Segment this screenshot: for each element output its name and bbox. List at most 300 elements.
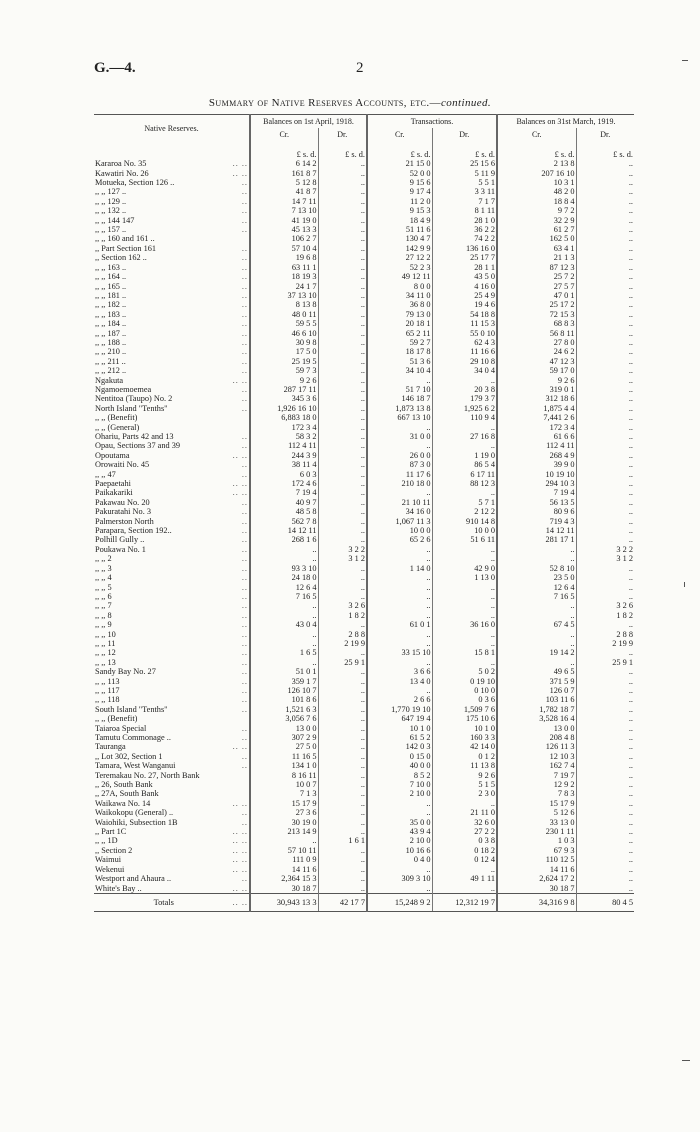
reserve-label: ,, ,, 129 .. (95, 196, 127, 206)
units-label: £ s. d. (367, 142, 432, 159)
table-row (94, 526, 634, 535)
reserve-label: White's Bay .. (95, 883, 142, 893)
open-cr-cell: 244 3 9 (250, 451, 318, 460)
trans-dr-cell: 29 10 8 (432, 357, 497, 366)
close-dr-cell: .. (576, 310, 634, 319)
col-native-reserves: Native Reserves. (94, 115, 250, 142)
reserve-label: Opau, Sections 37 and 39 (95, 441, 181, 451)
leader-dots: .. (241, 695, 248, 705)
table-row (94, 573, 634, 582)
reserve-label: ,, Lot 302, Section 1 (95, 751, 163, 761)
open-cr-cell: 172 4 6 (250, 479, 318, 488)
trans-dr-cell: 15 8 1 (432, 648, 497, 657)
open-dr-cell: 25 9 1 (318, 658, 367, 667)
open-cr-cell: 51 0 1 (250, 667, 318, 676)
trans-cr-cell: 31 0 0 (367, 432, 432, 441)
close-cr-cell: 59 17 0 (497, 366, 576, 375)
open-cr-cell: 1,926 16 10 (250, 404, 318, 413)
reserve-label: Tamutu Commonage .. (95, 733, 171, 742)
close-cr-cell: 126 0 7 (497, 686, 576, 695)
close-cr-cell: 162 5 0 (497, 234, 576, 243)
open-dr-cell: .. (318, 385, 367, 394)
open-dr-cell: .. (318, 884, 367, 894)
close-cr-cell: 12 9 2 (497, 780, 576, 789)
leader-dots: .. (241, 469, 248, 479)
leader-dots: .. .. (232, 836, 248, 846)
close-dr-cell: .. (576, 394, 634, 403)
trans-cr-cell: 11 17 6 (367, 470, 432, 479)
trans-dr-cell: .. (432, 865, 497, 874)
reserve-label: ,, ,, 181 .. (95, 290, 127, 300)
leader-dots: .. .. (232, 883, 248, 893)
reserve-label: ,, ,, 13 (95, 657, 116, 667)
trans-cr-cell: 34 11 0 (367, 291, 432, 300)
leader-dots: .. (241, 751, 248, 761)
trans-dr-cell: .. (432, 799, 497, 808)
reserve-label: Waiohiki, Subsection 1B (95, 817, 178, 827)
trans-dr-cell: 0 3 6 (432, 695, 497, 704)
close-dr-cell: .. (576, 441, 634, 450)
open-cr-cell: 6 0 3 (250, 470, 318, 479)
close-dr-cell: 2 19 9 (576, 639, 634, 648)
reserve-label: Sandy Bay No. 27 (95, 667, 156, 677)
open-cr-cell: 59 7 3 (250, 366, 318, 375)
open-dr-cell: 2 8 8 (318, 630, 367, 639)
close-dr-cell: 1 8 2 (576, 611, 634, 620)
close-cr-cell: 72 15 3 (497, 310, 576, 319)
trans-cr-cell: 8 0 0 (367, 282, 432, 291)
open-dr-cell: .. (318, 376, 367, 385)
trans-dr-cell: .. (432, 441, 497, 450)
close-cr-cell: 80 9 6 (497, 507, 576, 516)
trans-dr-cell: 86 5 4 (432, 460, 497, 469)
reserve-label: Waikawa No. 14 (95, 798, 151, 808)
trans-cr-cell: 40 0 0 (367, 761, 432, 770)
trans-dr-cell: 0 12 4 (432, 855, 497, 864)
table-row (94, 705, 634, 714)
close-cr-cell: 14 11 6 (497, 865, 576, 874)
close-cr-cell: 25 7 2 (497, 272, 576, 281)
reserve-label: ,, Section 2 (95, 845, 133, 855)
reserve-name (94, 338, 250, 347)
open-cr-cell: 111 0 9 (250, 855, 318, 864)
reserve-name (94, 592, 250, 601)
close-dr-cell: .. (576, 884, 634, 894)
trans-dr-cell: 160 3 3 (432, 733, 497, 742)
reserve-label: Waimui (95, 855, 122, 865)
close-dr-cell: .. (576, 376, 634, 385)
col-cr: Cr. (497, 128, 576, 141)
open-cr-cell: 57 10 11 (250, 846, 318, 855)
table-row (94, 733, 634, 742)
reserve-name (94, 404, 250, 413)
reserve-name (94, 178, 250, 187)
table-row (94, 507, 634, 516)
reserve-name (94, 451, 250, 460)
open-cr-cell: 359 1 7 (250, 677, 318, 686)
table-row (94, 780, 634, 789)
table-row (94, 658, 634, 667)
leader-dots: .. (241, 874, 248, 884)
close-cr-cell: 162 7 4 (497, 761, 576, 770)
reserve-name (94, 197, 250, 206)
table-row (94, 498, 634, 507)
trans-cr-cell: 10 1 0 (367, 724, 432, 733)
leader-dots: .. (241, 243, 248, 253)
leader-dots: .. (241, 761, 248, 771)
table-row (94, 159, 634, 168)
close-dr-cell: .. (576, 827, 634, 836)
open-dr-cell: 3 2 2 (318, 545, 367, 554)
reserve-label: Paikakariki (95, 488, 133, 498)
close-dr-cell: .. (576, 404, 634, 413)
reserve-name (94, 724, 250, 733)
leader-dots: .. .. (232, 845, 248, 855)
close-dr-cell: .. (576, 272, 634, 281)
open-cr-cell: 14 7 11 (250, 197, 318, 206)
trans-cr-cell: 20 18 1 (367, 319, 432, 328)
trans-cr-cell: 0 4 0 (367, 855, 432, 864)
close-dr-cell: .. (576, 564, 634, 573)
reserve-name (94, 761, 250, 770)
table-row (94, 470, 634, 479)
close-cr-cell: 7 19 4 (497, 488, 576, 497)
reserve-name (94, 385, 250, 394)
trans-dr-cell: 11 16 6 (432, 347, 497, 356)
close-dr-cell: .. (576, 206, 634, 215)
close-cr-cell: 63 4 1 (497, 244, 576, 253)
leader-dots: .. (241, 225, 248, 235)
reserve-name (94, 244, 250, 253)
close-dr-cell: .. (576, 705, 634, 714)
open-dr-cell: .. (318, 733, 367, 742)
open-cr-cell: 12 6 4 (250, 583, 318, 592)
leader-dots: .. (241, 620, 248, 630)
trans-cr-cell: 2 10 0 (367, 836, 432, 845)
close-dr-cell: 2 8 8 (576, 630, 634, 639)
trans-cr-cell: 1,067 11 3 (367, 517, 432, 526)
close-cr-cell: 56 13 5 (497, 498, 576, 507)
open-dr-cell: .. (318, 517, 367, 526)
reserve-name (94, 583, 250, 592)
open-cr-cell: .. (250, 601, 318, 610)
leader-dots: .. (241, 460, 248, 470)
table-row (94, 319, 634, 328)
close-cr-cell: 7 8 3 (497, 789, 576, 798)
leader-dots: .. (241, 554, 248, 564)
close-dr-cell: 25 9 1 (576, 658, 634, 667)
close-dr-cell: .. (576, 498, 634, 507)
open-dr-cell: .. (318, 846, 367, 855)
open-dr-cell: .. (318, 714, 367, 723)
close-cr-cell: 56 8 11 (497, 329, 576, 338)
close-dr-cell: .. (576, 357, 634, 366)
close-cr-cell: .. (497, 611, 576, 620)
table-row (94, 329, 634, 338)
trans-cr-cell: .. (367, 423, 432, 432)
trans-dr-cell: 19 4 6 (432, 300, 497, 309)
reserve-label: ,, ,, 8 (95, 610, 112, 620)
leader-dots: .. (241, 516, 248, 526)
trans-dr-cell: 4 16 0 (432, 282, 497, 291)
open-dr-cell: 1 8 2 (318, 611, 367, 620)
reserve-name (94, 686, 250, 695)
open-dr-cell: .. (318, 667, 367, 676)
trans-cr-cell: .. (367, 808, 432, 817)
leader-dots: .. (241, 441, 248, 451)
reserve-label: ,, ,, 182 .. (95, 300, 127, 310)
reserve-label: Opoutama (95, 450, 130, 460)
table-row (94, 197, 634, 206)
table-row (94, 169, 634, 178)
trans-dr-cell: 10 1 0 (432, 724, 497, 733)
table-row (94, 394, 634, 403)
leader-dots: .. (241, 685, 248, 695)
close-cr-cell: 294 10 3 (497, 479, 576, 488)
trans-dr-cell: 51 6 11 (432, 535, 497, 544)
col-dr: Dr. (432, 128, 497, 141)
open-cr-cell: 268 1 6 (250, 535, 318, 544)
open-cr-cell: 101 8 6 (250, 695, 318, 704)
trans-cr-cell: 59 2 7 (367, 338, 432, 347)
reserve-label: ,, ,, 160 and 161 .. (95, 234, 155, 244)
trans-dr-cell: 74 2 2 (432, 234, 497, 243)
open-cr-cell: 5 12 8 (250, 178, 318, 187)
reserve-label: ,, ,, 183 .. (95, 309, 127, 319)
open-cr-cell: 19 6 8 (250, 253, 318, 262)
reserve-name (94, 714, 250, 723)
open-cr-cell: 11 16 5 (250, 752, 318, 761)
close-cr-cell: 172 3 4 (497, 423, 576, 432)
reserve-name (94, 507, 250, 516)
trans-dr-cell: 27 2 2 (432, 827, 497, 836)
close-cr-cell: 268 4 9 (497, 451, 576, 460)
close-cr-cell: 230 1 11 (497, 827, 576, 836)
table-row (94, 338, 634, 347)
leader-dots: .. (241, 497, 248, 507)
units-label: £ s. d. (318, 142, 367, 159)
close-cr-cell: 19 14 2 (497, 648, 576, 657)
close-cr-cell: 61 2 7 (497, 225, 576, 234)
trans-cr-cell: 61 5 2 (367, 733, 432, 742)
open-dr-cell: .. (318, 253, 367, 262)
reserve-name (94, 601, 250, 610)
table-row (94, 742, 634, 751)
trans-cr-cell: 51 11 6 (367, 225, 432, 234)
close-dr-cell: .. (576, 263, 634, 272)
open-dr-cell: .. (318, 583, 367, 592)
close-dr-cell: .. (576, 197, 634, 206)
trans-cr-cell: 13 4 0 (367, 677, 432, 686)
close-dr-cell: .. (576, 329, 634, 338)
trans-dr-cell: 42 9 0 (432, 564, 497, 573)
reserve-name (94, 460, 250, 469)
trans-dr-cell: 7 1 7 (432, 197, 497, 206)
trans-cr-cell: 52 0 0 (367, 169, 432, 178)
table-row (94, 300, 634, 309)
close-cr-cell: 25 17 2 (497, 300, 576, 309)
close-dr-cell: .. (576, 253, 634, 262)
leader-dots: .. (241, 432, 248, 441)
leader-dots: .. (241, 573, 248, 583)
table-row (94, 846, 634, 855)
reserve-label: North Island "Tenths" (95, 403, 168, 413)
reserve-name (94, 611, 250, 620)
reserve-label: ,, ,, 118 (95, 695, 120, 705)
leader-dots: .. (241, 544, 248, 554)
close-cr-cell: 30 18 7 (497, 884, 576, 894)
trans-dr-cell: 1,509 7 6 (432, 705, 497, 714)
reserve-label: ,, ,, 157 .. (95, 225, 127, 235)
trans-cr-cell: 35 0 0 (367, 818, 432, 827)
table-row (94, 855, 634, 864)
reserve-name (94, 225, 250, 234)
close-dr-cell: .. (576, 846, 634, 855)
close-cr-cell: 1,875 4 4 (497, 404, 576, 413)
trans-cr-cell: 21 10 11 (367, 498, 432, 507)
trans-dr-cell: .. (432, 423, 497, 432)
close-dr-cell: .. (576, 818, 634, 827)
totals-open-dr: 42 17 7 (318, 893, 367, 911)
reserve-name (94, 479, 250, 488)
close-dr-cell: .. (576, 583, 634, 592)
trans-cr-cell: 27 12 2 (367, 253, 432, 262)
leader-dots: .. .. (232, 488, 248, 498)
table-row (94, 413, 634, 422)
close-cr-cell: 27 5 7 (497, 282, 576, 291)
trans-cr-cell: 34 10 4 (367, 366, 432, 375)
open-dr-cell: .. (318, 244, 367, 253)
table-row (94, 620, 634, 629)
open-cr-cell: 13 0 0 (250, 724, 318, 733)
table-row (94, 272, 634, 281)
leader-dots: .. (241, 394, 248, 404)
open-cr-cell: 172 3 4 (250, 423, 318, 432)
trans-cr-cell: .. (367, 884, 432, 894)
trans-dr-cell: 36 16 0 (432, 620, 497, 629)
close-dr-cell: .. (576, 178, 634, 187)
reserve-name (94, 394, 250, 403)
col-balances-1919: Balances on 31st March, 1919. (497, 115, 634, 129)
close-dr-cell: .. (576, 385, 634, 394)
table-row (94, 357, 634, 366)
trans-cr-cell: .. (367, 686, 432, 695)
open-cr-cell: 48 5 8 (250, 507, 318, 516)
open-dr-cell: .. (318, 404, 367, 413)
close-dr-cell: .. (576, 761, 634, 770)
reserve-name (94, 159, 250, 168)
trans-cr-cell: .. (367, 441, 432, 450)
leader-dots: .. (241, 648, 248, 658)
trans-cr-cell: 667 13 10 (367, 413, 432, 422)
close-cr-cell: .. (497, 601, 576, 610)
table-row (94, 206, 634, 215)
leader-dots: .. .. (232, 827, 248, 837)
trans-dr-cell: 0 10 0 (432, 686, 497, 695)
open-dr-cell: .. (318, 178, 367, 187)
trans-cr-cell: 18 4 9 (367, 216, 432, 225)
trans-cr-cell: 51 3 6 (367, 357, 432, 366)
open-dr-cell: .. (318, 677, 367, 686)
close-cr-cell: 87 12 3 (497, 263, 576, 272)
open-dr-cell: .. (318, 291, 367, 300)
open-dr-cell: .. (318, 573, 367, 582)
trans-cr-cell: 0 15 0 (367, 752, 432, 761)
leader-dots: .. (241, 733, 248, 742)
reserve-name (94, 874, 250, 883)
trans-cr-cell: .. (367, 583, 432, 592)
trans-dr-cell: 5 5 1 (432, 178, 497, 187)
open-cr-cell: 30 19 0 (250, 818, 318, 827)
trans-cr-cell: 142 9 9 (367, 244, 432, 253)
close-cr-cell: 207 16 10 (497, 169, 576, 178)
reserve-name (94, 695, 250, 704)
open-dr-cell: .. (318, 479, 367, 488)
trans-dr-cell: 2 12 2 (432, 507, 497, 516)
reserve-name (94, 432, 250, 441)
open-dr-cell: .. (318, 742, 367, 751)
totals-trans-dr: 12,312 19 7 (432, 893, 497, 911)
leader-dots: .. (241, 667, 248, 677)
trans-dr-cell: 1 13 0 (432, 573, 497, 582)
close-cr-cell: 7 19 7 (497, 771, 576, 780)
trans-cr-cell: 3 6 6 (367, 667, 432, 676)
leader-dots: .. .. (232, 798, 248, 808)
reserve-label: Ngakuta (95, 375, 124, 385)
leader-dots: .. (241, 319, 248, 329)
totals-close-cr: 34,316 9 8 (497, 893, 576, 911)
close-dr-cell: .. (576, 855, 634, 864)
table-row (94, 423, 634, 432)
close-dr-cell: .. (576, 874, 634, 883)
close-cr-cell: .. (497, 658, 576, 667)
table-row (94, 535, 634, 544)
reserve-label: Ohariu, Parts 42 and 13 (95, 432, 174, 441)
trans-dr-cell: 0 19 10 (432, 677, 497, 686)
reserve-name (94, 216, 250, 225)
open-dr-cell: 1 6 1 (318, 836, 367, 845)
open-dr-cell: .. (318, 526, 367, 535)
table-row (94, 874, 634, 883)
units-row (94, 142, 634, 159)
open-cr-cell: 46 6 10 (250, 329, 318, 338)
leader-dots: .. (241, 215, 248, 225)
leader-dots: .. .. (232, 742, 248, 752)
close-cr-cell: 52 8 10 (497, 564, 576, 573)
trans-dr-cell: 62 4 3 (432, 338, 497, 347)
reserve-label: ,, 26, South Bank (95, 780, 153, 790)
table-row (94, 865, 634, 874)
table-row (94, 648, 634, 657)
trans-dr-cell: .. (432, 611, 497, 620)
close-cr-cell: 281 17 1 (497, 535, 576, 544)
reserve-name (94, 423, 250, 432)
trans-dr-cell: 1 19 0 (432, 451, 497, 460)
reserve-name (94, 658, 250, 667)
reserve-label: Parapara, Section 192.. (95, 526, 172, 536)
open-dr-cell: .. (318, 460, 367, 469)
trans-dr-cell: 5 1 5 (432, 780, 497, 789)
close-cr-cell: .. (497, 630, 576, 639)
trans-cr-cell: 10 16 6 (367, 846, 432, 855)
reserve-label: Nentitoa (Taupo) No. 2 (95, 394, 173, 404)
reserve-label: ,, ,, 210 .. (95, 347, 127, 357)
leader-dots: .. (241, 272, 248, 282)
leader-dots: .. (241, 384, 248, 394)
open-cr-cell: 48 0 11 (250, 310, 318, 319)
close-dr-cell: .. (576, 526, 634, 535)
open-cr-cell: 43 0 4 (250, 620, 318, 629)
